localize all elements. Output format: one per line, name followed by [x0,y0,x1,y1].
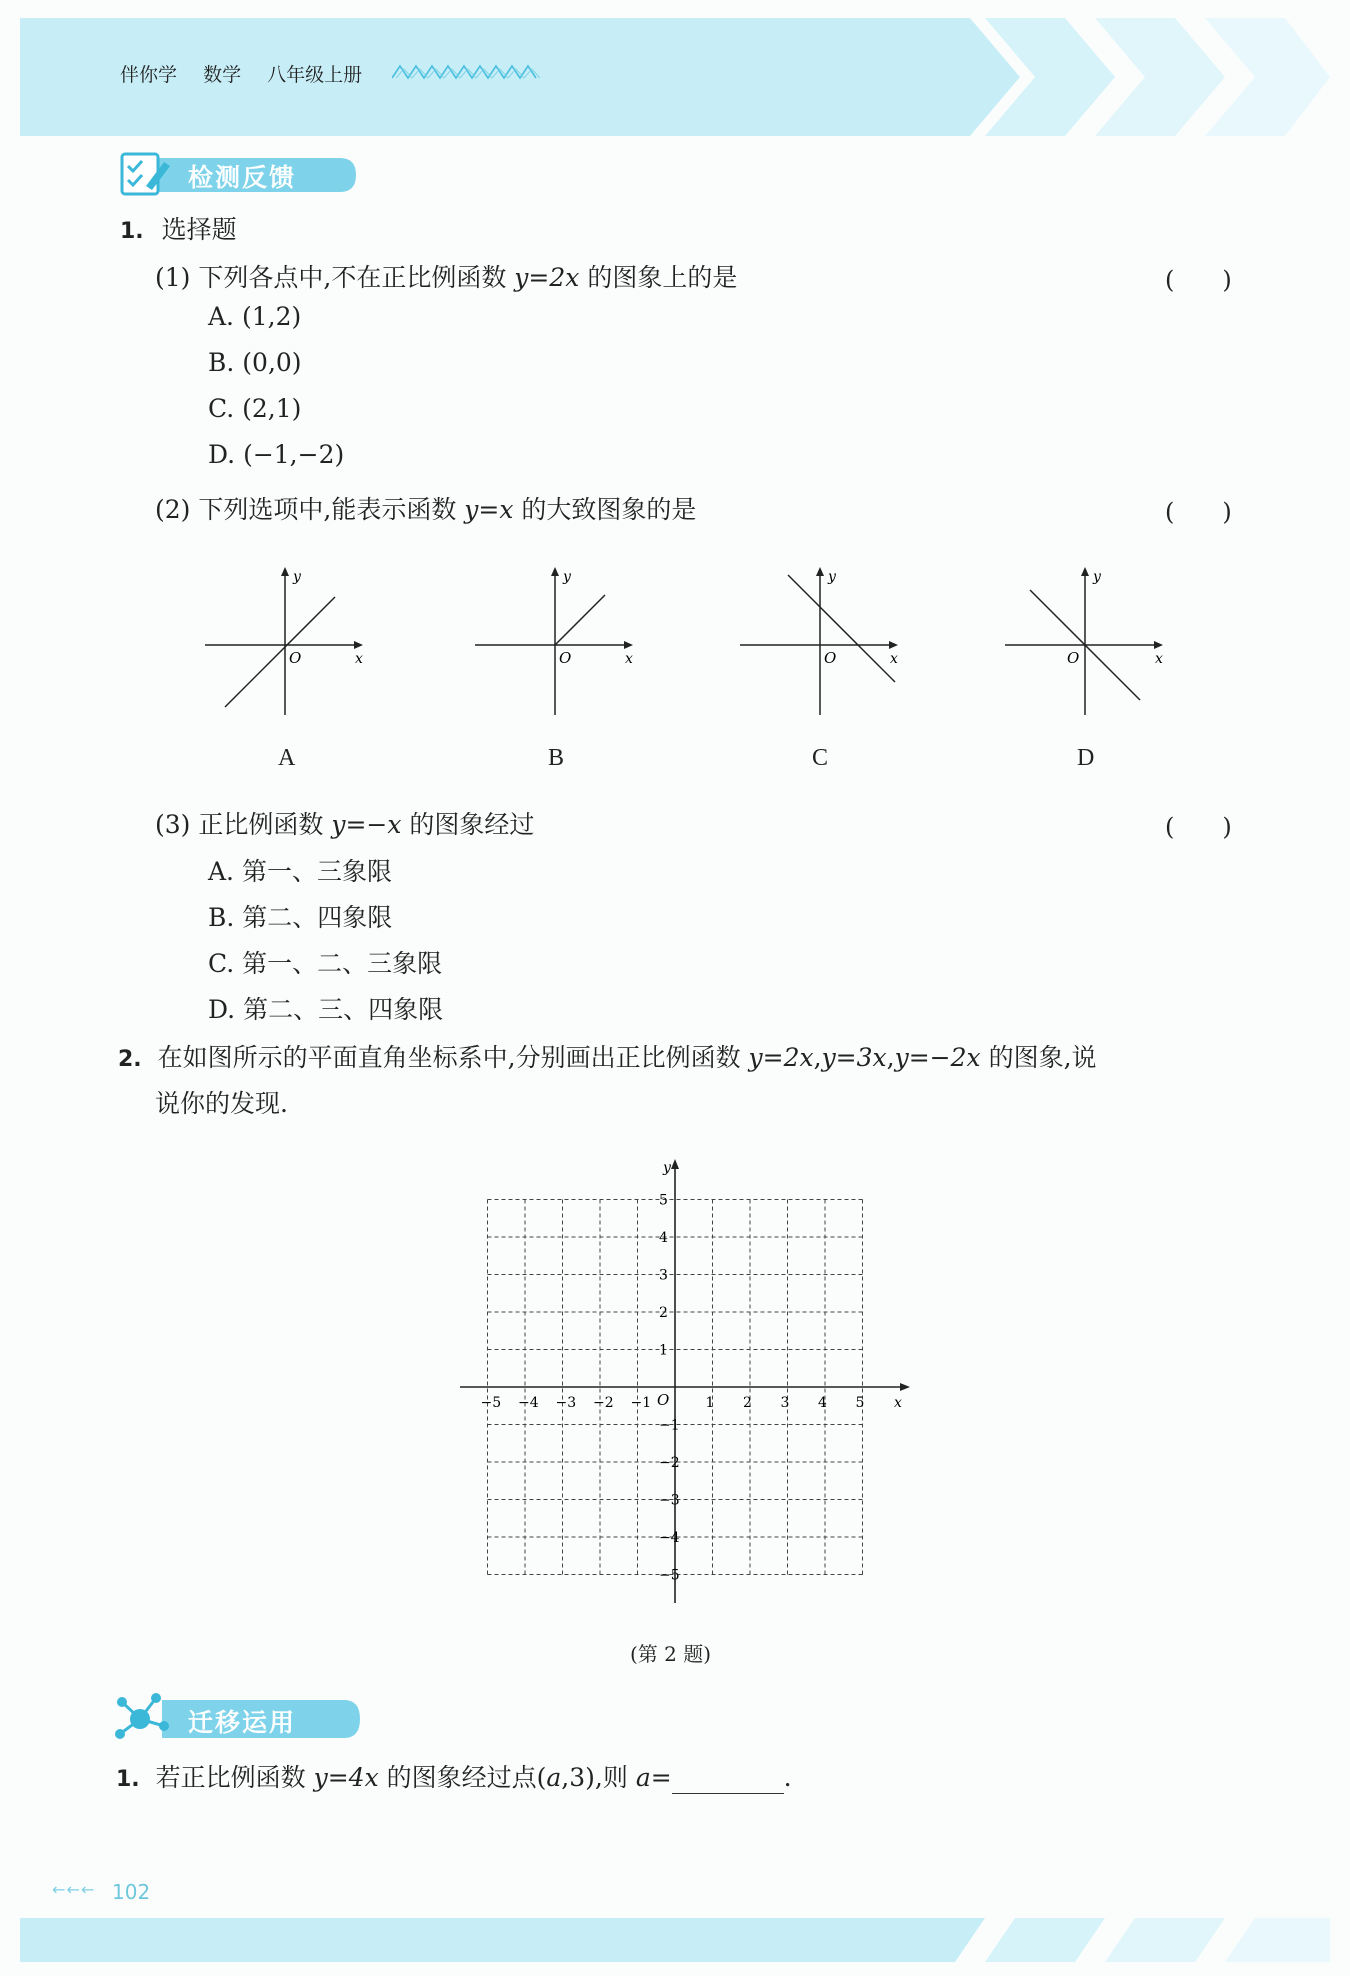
y-tick-label: −2 [659,1455,680,1471]
origin-label: O [824,649,837,667]
header-subject: 数学 [203,64,242,86]
answer-blank[interactable]: ( ) [1165,498,1232,526]
answer-blank[interactable]: ( ) [1165,813,1232,841]
application-question-1 [116,1758,792,1794]
question-2 [118,1038,1097,1074]
x-axis-arrow [1154,641,1163,649]
sub-text: 的图象经过 [409,810,535,839]
y-axis-label: y [663,1160,671,1176]
variable: a [635,1763,651,1792]
y-tick-label: 3 [659,1267,668,1284]
header-series: 伴你学 [120,64,178,86]
footer-band [20,1918,1330,1962]
option-c [208,394,301,423]
question-number: 1. [120,219,144,244]
option-letter: A. [208,857,235,886]
section-title-feedback: 检测反馈 [188,163,297,192]
y-label: y [293,569,301,585]
option-b [208,898,392,934]
header-title [120,60,382,87]
graph-c [740,565,900,715]
question-1-title [120,210,237,246]
equation: y=x [464,495,514,524]
question-title: 选择题 [161,215,237,244]
page-number: 102 [112,1880,151,1904]
sub-label: (2) [155,495,191,524]
coordinate-grid[interactable] [440,1155,920,1615]
x-tick-label: −1 [630,1395,652,1411]
y-tick-label: −1 [659,1417,680,1434]
equation: y=−x [331,810,402,839]
y-tick-label: 2 [659,1305,668,1321]
option-text: (1,2) [241,302,302,331]
x-tick-label: −5 [480,1395,502,1411]
sub-label: (1) [155,263,191,292]
equation: y=4x [313,1763,379,1792]
y-tick-label: −3 [659,1492,680,1509]
sub-text: 下列选项中,能表示函数 [198,495,457,524]
answer-blank[interactable] [672,1769,784,1794]
option-letter: A. [208,302,235,331]
x-axis-arrow [354,641,363,649]
separator: , [886,1043,895,1072]
graph-b [475,565,635,715]
y-label: y [828,569,836,585]
x-axis-arrow [624,641,633,649]
question-number: 1. [116,1767,140,1792]
y-tick-label: 1 [659,1342,668,1359]
x-tick-label: 1 [705,1395,715,1411]
option-text: 第二、三、四象限 [243,995,444,1024]
option-text: (2,1) [242,394,302,423]
y-axis-arrow [671,1159,679,1169]
option-text: (0,0) [242,348,302,377]
variable: a [546,1763,562,1792]
sub-question-1 [155,258,737,294]
equation: y=2x [748,1043,814,1072]
origin-label: O [1067,649,1080,667]
header-zigzag-decoration [392,64,540,80]
x-tick-label: −4 [518,1395,539,1411]
question-text: 在如图所示的平面直角坐标系中,分别画出正比例函数 [157,1043,741,1072]
period: . [783,1763,792,1792]
option-letter: D. [208,995,236,1024]
equation: y=3x [821,1043,887,1072]
function-line [788,575,895,682]
function-line [225,597,335,707]
header-grade: 八年级上册 [267,64,363,86]
footer-arrows-icon: ← ← ← [52,1880,93,1899]
section-title-application: 迁移运用 [188,1708,297,1737]
option-text: 第一、三象限 [241,857,392,886]
figure-caption: (第 2 题) [630,1642,712,1666]
y-axis-arrow [816,567,824,576]
graph-d [1005,565,1165,715]
section-tag-feedback [118,150,358,194]
option-a [208,852,392,888]
question-text: 若正比例函数 [155,1763,306,1792]
option-d [208,990,443,1026]
x-label: x [355,651,363,667]
option-letter: B. [208,903,235,932]
graph-d-label: D [1077,745,1095,771]
equation: y=−2x [894,1043,981,1072]
y-label: y [563,569,571,585]
graph-a-label: A [278,745,296,771]
question-number: 2. [118,1047,142,1072]
x-label: x [1155,651,1163,667]
equation: y=2x [514,263,580,292]
question-text: 的图象经过点( [386,1763,547,1792]
x-axis-label: x [894,1395,902,1411]
separator: , [813,1043,822,1072]
option-text: 第二、四象限 [242,903,393,932]
y-axis-arrow [1081,567,1089,576]
graph-c-label: C [812,745,829,771]
y-axis-arrow [551,567,559,576]
x-tick-label: −3 [555,1395,577,1411]
y-tick-label: −5 [659,1567,680,1584]
sub-text: 的图象上的是 [587,263,738,292]
y-tick-label: 5 [659,1192,668,1209]
option-c [208,944,442,980]
sub-question-2 [155,490,696,526]
origin-label: O [657,1391,670,1409]
option-letter: C. [208,949,235,978]
x-label: x [890,651,898,667]
sub-text: 的大致图象的是 [521,495,697,524]
x-tick-label: 3 [780,1395,790,1411]
graph-b-label: B [548,745,565,771]
question-text: 的图象,说 [988,1043,1097,1072]
question-text: ,3),则 [561,1763,628,1792]
option-text: 第一、二、三象限 [242,949,443,978]
option-text: (−1,−2) [243,440,345,469]
y-tick-label: −4 [659,1530,680,1546]
sub-question-3 [155,805,534,841]
option-letter: B. [208,348,235,377]
answer-blank[interactable]: ( ) [1165,266,1232,294]
graph-a [205,565,365,715]
sub-text: 正比例函数 [198,810,324,839]
option-d [208,440,344,469]
x-axis-arrow [900,1383,910,1391]
section-tag-application [112,1690,362,1737]
question-2-line2: 说你的发现. [155,1089,288,1118]
y-label: y [1093,569,1101,585]
function-ray [555,595,605,645]
origin-label: O [559,649,572,667]
x-tick-label: 2 [743,1395,752,1411]
option-letter: D. [208,440,236,469]
x-label: x [625,651,633,667]
option-b [208,348,302,377]
y-tick-label: 4 [659,1230,668,1246]
x-tick-label: 5 [855,1395,865,1411]
sub-text: 下列各点中,不在正比例函数 [198,263,507,292]
option-letter: C. [208,394,235,423]
x-axis-arrow [889,641,898,649]
x-tick-label: 4 [818,1395,827,1411]
sub-label: (3) [155,810,191,839]
origin-label: O [289,649,302,667]
y-axis-arrow [281,567,289,576]
option-a [208,302,301,331]
equals-sign: = [650,1763,672,1792]
x-tick-label: −2 [593,1395,614,1411]
